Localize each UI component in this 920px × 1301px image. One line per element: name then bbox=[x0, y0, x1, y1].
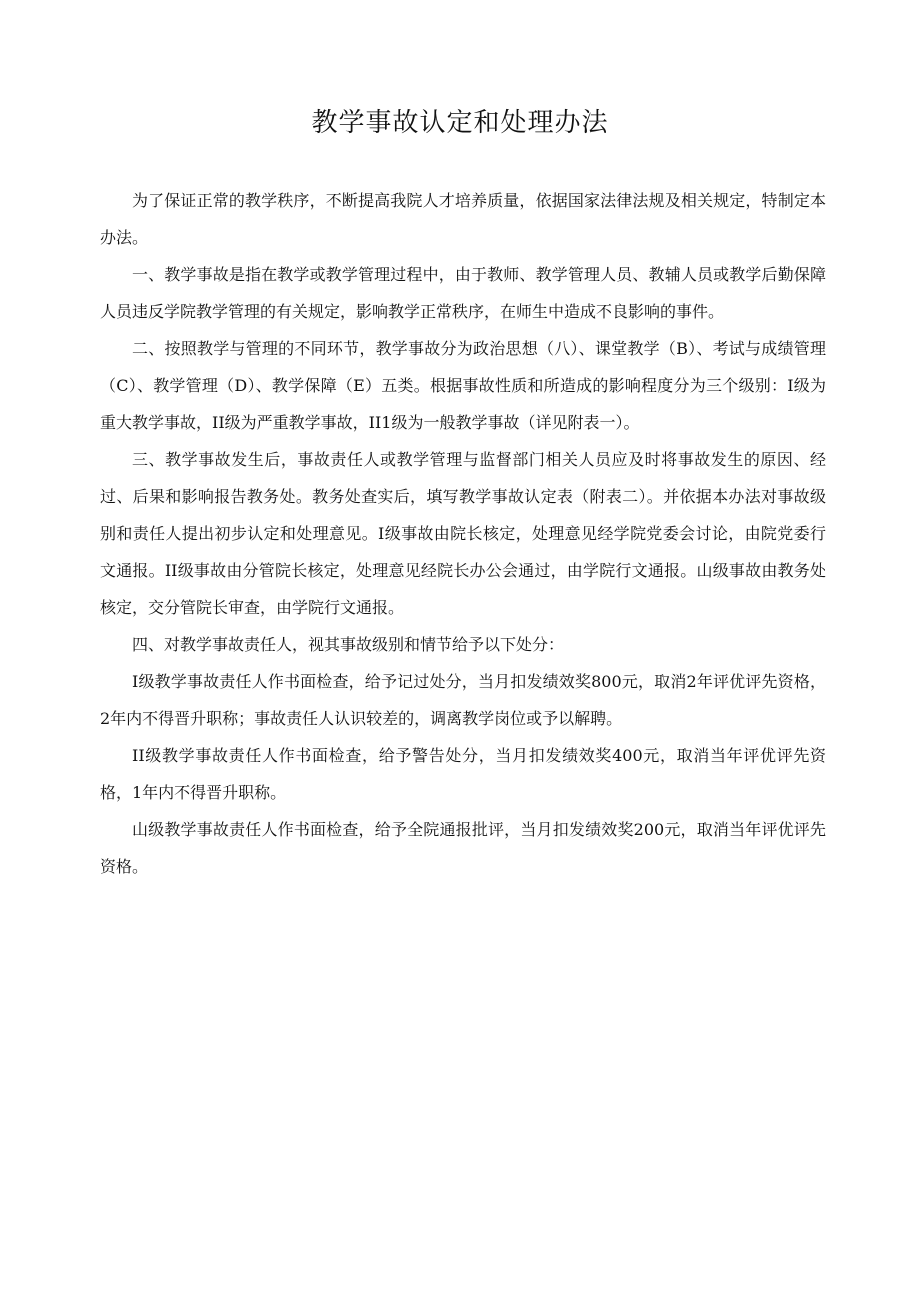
paragraph-procedure: 三、教学事故发生后，事故责任人或教学管理与监督部门相关人员应及时将事故发生的原因、经过、后果和影响报告教务处。教务处查实后，填写教学事故认定表（附表二）。并依据本办法对事故级别和责任人提出初步认定和处理意见。I级事故由院长核定，处理意见经学院党委会讨论，由院党委行文通报。II级事故由分管院长核定，处理意见经院长办公会通过，由学院行文通报。山级事故由教务处核定，交分管院长审查，由学院行文通报。 bbox=[100, 450, 826, 617]
paragraph-classification: 二、按照教学与管理的不同环节，教学事故分为政治思想（八）、课堂教学（B）、考试与成绩管理（C）、教学管理（D）、教学保障（E）五类。根据事故性质和所造成的影响程度分为三个级别：I级为重大教学事故，II级为严重教学事故，II1级为一般教学事故（详见附表一）。 bbox=[100, 339, 826, 432]
paragraph-level-3-penalty: 山级教学事故责任人作书面检查，给予全院通报批评，当月扣发绩效奖200元，取消当年评优评先资格。 bbox=[100, 820, 826, 876]
paragraph-level-1-penalty: I级教学事故责任人作书面检查，给予记过处分，当月扣发绩效奖800元，取消2年评优评先资格，2年内不得晋升职称；事故责任人认识较差的，调离教学岗位或予以解聘。 bbox=[100, 672, 826, 728]
paragraph-level-2-penalty: II级教学事故责任人作书面检查，给予警告处分，当月扣发绩效奖400元，取消当年评优评先资格，1年内不得晋升职称。 bbox=[100, 746, 826, 802]
paragraph-intro: 为了保证正常的教学秩序，不断提高我院人才培养质量，依据国家法律法规及相关规定，特制定本办法。 bbox=[100, 191, 826, 247]
paragraph-definition: 一、教学事故是指在教学或教学管理过程中，由于教师、教学管理人员、教辅人员或教学后勤保障人员违反学院教学管理的有关规定，影响教学正常秩序，在师生中造成不良影响的事件。 bbox=[100, 265, 826, 321]
paragraph-penalties-intro: 四、对教学事故责任人，视其事故级别和情节给予以下处分： bbox=[132, 635, 565, 654]
document-body bbox=[100, 182, 826, 885]
document-title: 教学事故认定和处理办法 bbox=[311, 108, 609, 138]
